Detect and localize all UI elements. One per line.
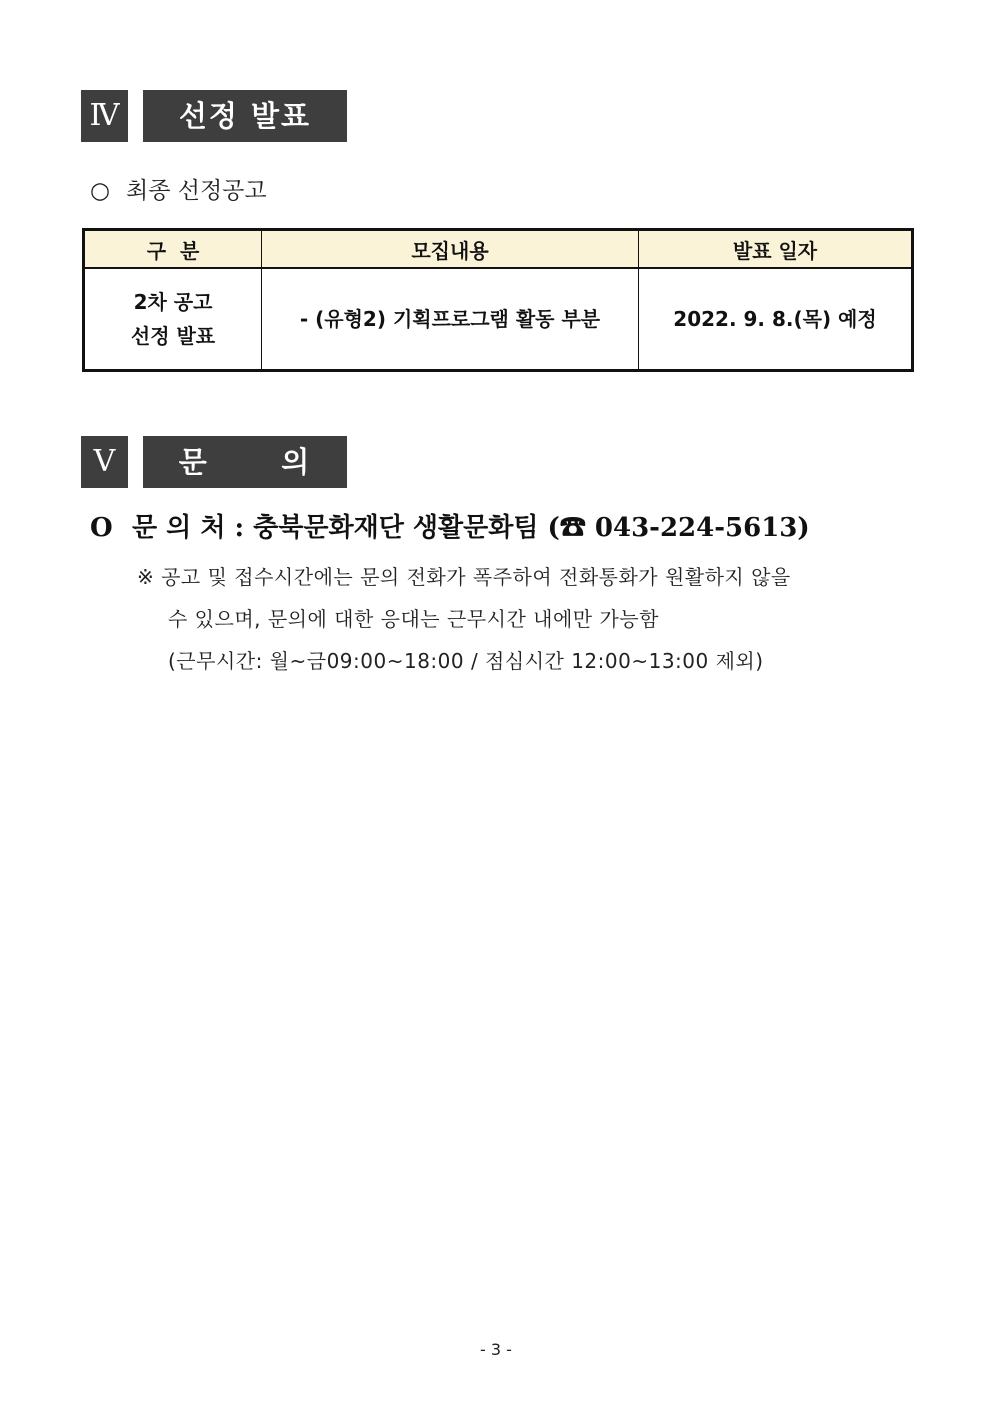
category-line-2: 선정 발표 — [130, 324, 216, 348]
note-line-1: ※ 공고 및 접수시간에는 문의 전화가 폭주하여 전화통화가 원활하지 않을 — [137, 565, 791, 589]
header-content: 모집내용 — [262, 230, 639, 269]
circle-bullet-icon: ○ — [90, 178, 111, 204]
section-5-title: 문 의 — [143, 436, 347, 488]
cell-content: - (유형2) 기획프로그램 활동 부분 — [262, 268, 639, 371]
page-number: - 3 - — [480, 1340, 512, 1359]
section-4-number: Ⅳ — [81, 90, 128, 142]
category-line-1: 2차 공고 — [133, 290, 213, 314]
note-line-3: (근무시간: 월~금09:00~18:00 / 점심시간 12:00~13:00 제외) — [168, 649, 764, 673]
circle-bullet-icon: O — [90, 513, 113, 543]
announcement-schedule-table — [82, 228, 914, 372]
table-row — [84, 268, 913, 371]
contact-line — [90, 507, 810, 544]
section-4-title: 선정 발표 — [143, 90, 347, 142]
table-header-row — [84, 230, 913, 269]
cell-date: 2022. 9. 8.(목) 예정 — [639, 268, 913, 371]
section-5-number: Ⅴ — [81, 436, 128, 488]
cell-category — [84, 268, 262, 371]
note-line-2: 수 있으며, 문의에 대한 응대는 근무시간 내에만 가능함 — [168, 607, 659, 631]
final-announcement-bullet — [90, 172, 267, 205]
contact-text: 문 의 처 : 충북문화재단 생활문화팀 (☎ 043-224-5613) — [132, 513, 810, 543]
header-date: 발표 일자 — [639, 230, 913, 269]
final-announcement-text: 최종 선정공고 — [126, 178, 267, 204]
header-category: 구 분 — [84, 230, 262, 269]
